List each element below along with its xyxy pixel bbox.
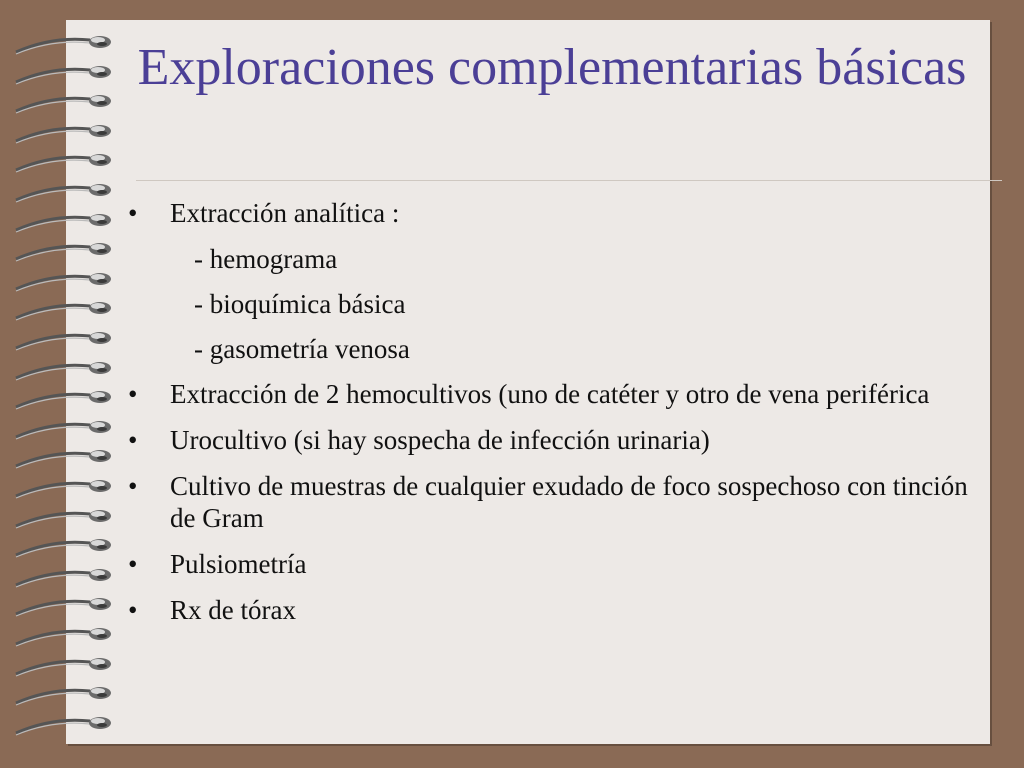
bullet-icon: •	[128, 595, 138, 625]
bullet-icon: •	[128, 425, 138, 455]
spiral-ring-icon	[12, 681, 112, 709]
spiral-ring-icon	[12, 415, 112, 443]
spiral-ring-icon	[12, 652, 112, 680]
spiral-ring-icon	[12, 148, 112, 176]
bullet-icon: •	[128, 471, 138, 501]
title-divider	[136, 180, 1002, 181]
spiral-ring-icon	[12, 622, 112, 650]
spiral-ring-icon	[12, 30, 112, 58]
sub-list-item-text: - hemograma	[194, 244, 338, 274]
spiral-ring-icon	[12, 474, 112, 502]
list-item-text: Extracción de 2 hemocultivos (uno de catéter y otro de vena periférica	[170, 379, 930, 409]
list-item	[124, 548, 974, 580]
spiral-ring-icon	[12, 326, 112, 354]
spiral-ring-icon	[12, 356, 112, 384]
spiral-ring-icon	[12, 385, 112, 413]
spiral-ring-icon	[12, 711, 112, 739]
sub-list-item	[124, 288, 974, 320]
list-item	[124, 594, 974, 626]
list-item-text: Cultivo de muestras de cualquier exudado de foco sospechoso con tinción de Gram	[170, 471, 968, 533]
spiral-ring-icon	[12, 444, 112, 472]
sub-list-item	[124, 333, 974, 365]
bullet-icon: •	[128, 379, 138, 409]
bullet-list	[124, 197, 974, 640]
spiral-ring-icon	[12, 267, 112, 295]
list-item-text: Urocultivo (si hay sospecha de infección urinaria)	[170, 425, 710, 455]
spiral-ring-icon	[12, 178, 112, 206]
bullet-icon: •	[128, 549, 138, 579]
spiral-ring-icon	[12, 237, 112, 265]
spiral-ring-icon	[12, 60, 112, 88]
spiral-ring-icon	[12, 533, 112, 561]
spiral-ring-icon	[12, 563, 112, 591]
list-item-text: Pulsiometría	[170, 549, 307, 579]
spiral-ring-icon	[12, 592, 112, 620]
list-item	[124, 378, 974, 410]
sub-list-item-text: - gasometría venosa	[194, 334, 410, 364]
spiral-ring-icon	[12, 504, 112, 532]
bullet-icon: •	[128, 198, 138, 228]
sub-list-item-text: - bioquímica básica	[194, 289, 406, 319]
list-item-text: Extracción analítica :	[170, 198, 400, 228]
sub-list-item	[124, 243, 974, 275]
page-title: Exploraciones complementarias básicas	[137, 39, 967, 96]
spiral-ring-icon	[12, 119, 112, 147]
spiral-ring-icon	[12, 296, 112, 324]
list-item	[124, 424, 974, 456]
list-item	[124, 470, 974, 534]
list-item-text: Rx de tórax	[170, 595, 296, 625]
spiral-ring-icon	[12, 208, 112, 236]
spiral-ring-icon	[12, 89, 112, 117]
list-item	[124, 197, 974, 229]
